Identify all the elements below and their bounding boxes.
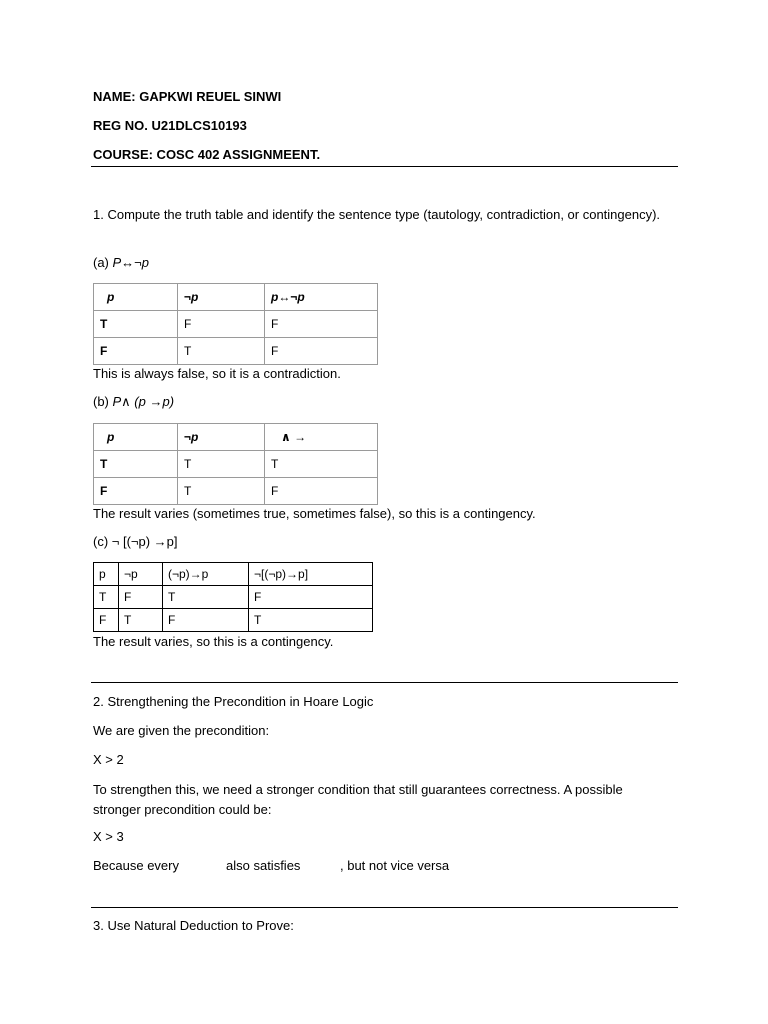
table-cell: T [178,338,265,365]
table-cell: F [119,586,163,609]
table-header-cell: ¬p [178,424,265,451]
q1b-conclusion: The result varies (sometimes true, sometimes false), so this is a contingency. [93,506,536,521]
q2-because-part-3: , but not vice versa [340,858,450,873]
q2-given: We are given the precondition: [93,723,270,738]
table-header-cell: p↔¬p [265,284,378,311]
q1a-expression: P↔¬p [112,255,149,270]
table-header-cell: ¬p [178,284,265,311]
q2-precondition: X > 2 [93,752,124,767]
course-title: COURSE: COSC 402 ASSIGNMEENT. [93,147,321,162]
table-cell: F [265,478,378,505]
table-cell: T [119,609,163,632]
table-cell: F [163,609,249,632]
table-header-cell: (¬p)→p [163,563,249,586]
table-row [94,609,373,632]
truth-table-c [93,562,373,632]
q1b-label-text: (b) [93,394,113,409]
table-cell: F [265,338,378,365]
q2-explanation: To strengthen this, we need a stronger condition that still guarantees correctness. A possible stronger precondition could be: [93,782,623,817]
table-cell: F [178,311,265,338]
divider-2 [91,682,678,683]
table-cell: F [94,609,119,632]
q2-title: 2. Strengthening the Precondition in Hoare Logic [93,694,374,709]
divider-3 [91,907,678,908]
table-header-cell: ∧ → [265,424,378,451]
q1b-expression: P∧ (p →p) [112,394,175,409]
q1a-label [93,255,149,270]
q1c-conclusion: The result varies, so this is a contingency. [93,634,334,649]
table-cell: T [94,586,119,609]
q1c-label: (c) ¬ [(¬p) →p] [93,534,178,549]
table-cell: T [178,478,265,505]
q3-title: 3. Use Natural Deduction to Prove: [93,918,294,933]
table-cell: T [249,609,373,632]
table-row [94,338,378,365]
q1-prompt: 1. Compute the truth table and identify the sentence type (tautology, contradiction, or contingency). [93,207,661,222]
table-cell: T [163,586,249,609]
divider-1 [91,166,678,167]
table-cell: F [249,586,373,609]
q1a-label-text: (a) [93,255,113,270]
table-row [94,478,378,505]
table-cell: F [265,311,378,338]
table-header-cell: ¬[(¬p)→p] [249,563,373,586]
student-name: NAME: GAPKWI REUEL SINWI [93,89,282,104]
reg-number: REG NO. U21DLCS10193 [93,118,247,133]
table-cell: F [94,338,178,365]
table-header-cell: p [94,563,119,586]
table-row [94,311,378,338]
q2-stronger-precondition: X > 3 [93,829,124,844]
table-header-cell: p [94,284,178,311]
table-header-row [94,563,373,586]
table-header-cell: ¬p [119,563,163,586]
q1b-label [93,394,174,410]
truth-table-b [93,423,378,505]
q2-because-part-2: also satisfies [226,858,301,873]
table-cell: F [94,478,178,505]
q2-because-part-1: Because every [93,858,179,873]
table-cell: T [265,451,378,478]
table-row [94,586,373,609]
table-header-row [94,284,378,311]
q1a-conclusion: This is always false, so it is a contradiction. [93,366,341,381]
table-cell: T [94,311,178,338]
table-header-cell: p [94,424,178,451]
table-row [94,451,378,478]
table-cell: T [178,451,265,478]
table-header-row [94,424,378,451]
truth-table-a [93,283,378,365]
table-cell: T [94,451,178,478]
